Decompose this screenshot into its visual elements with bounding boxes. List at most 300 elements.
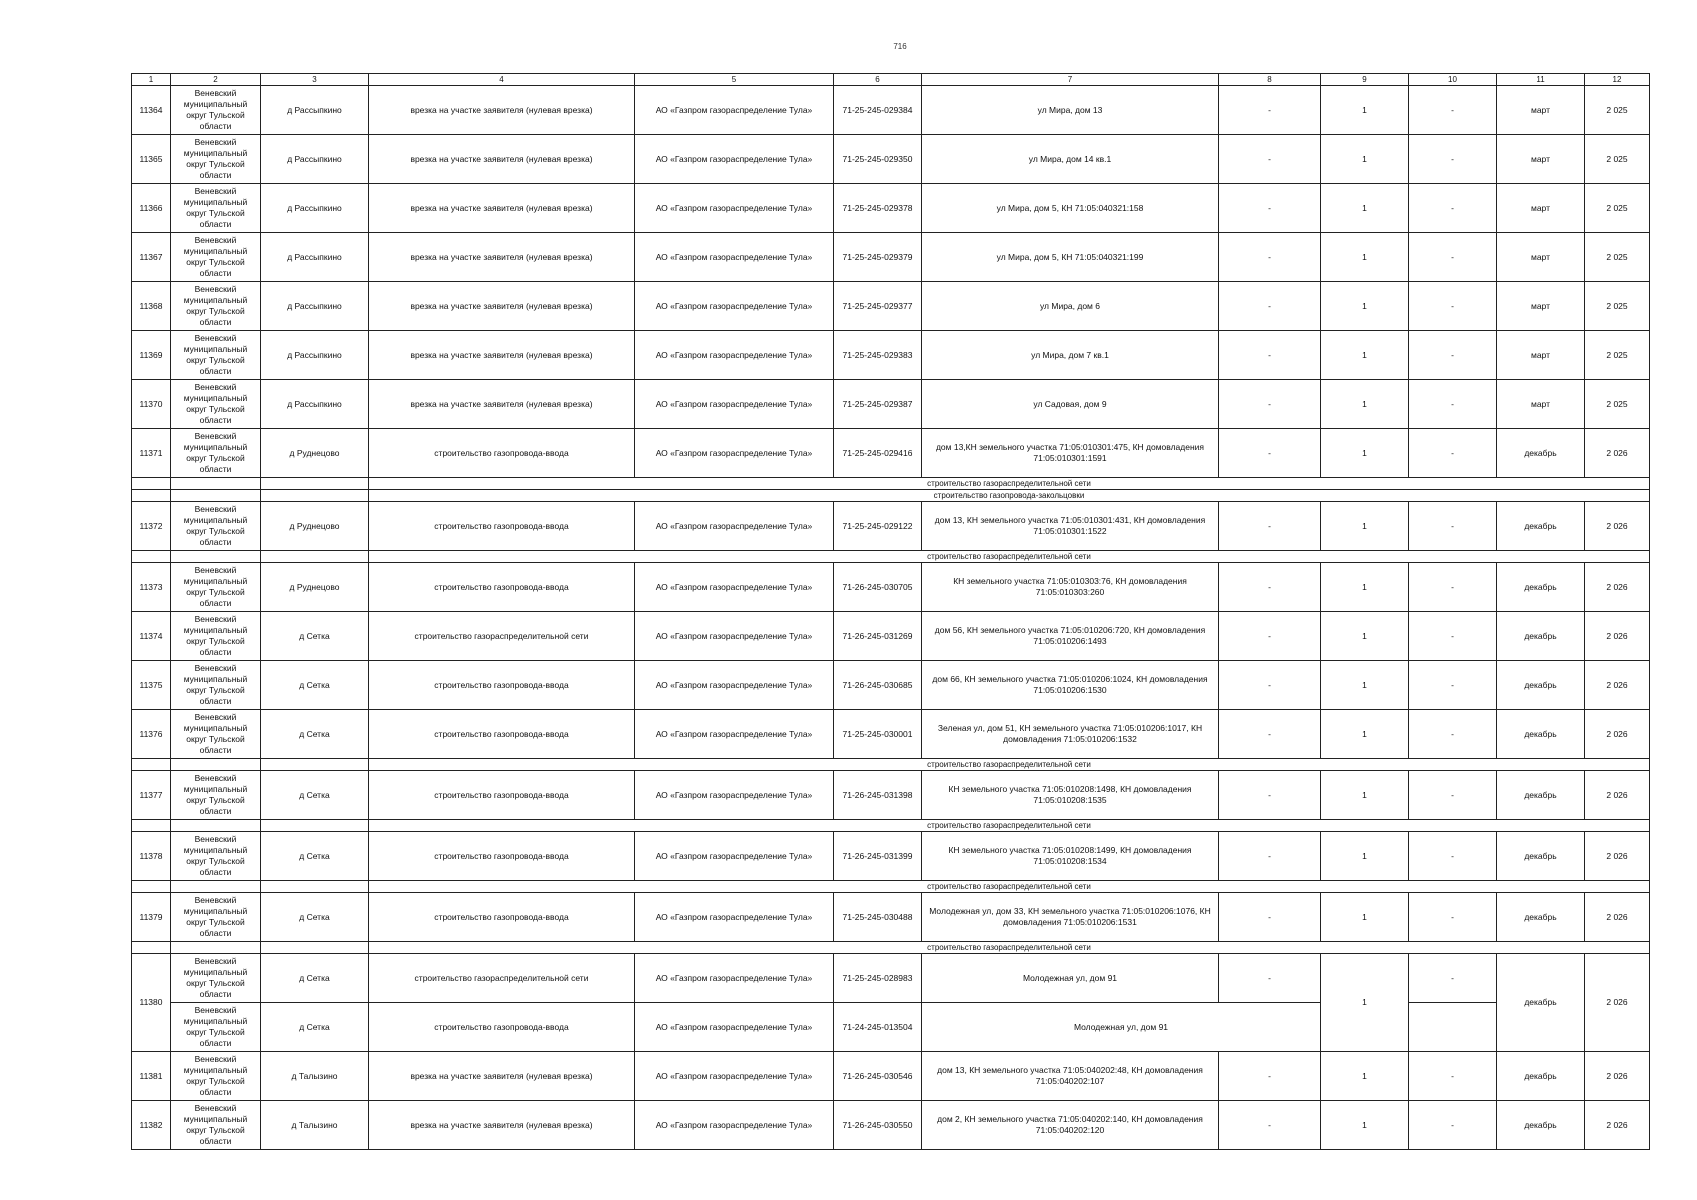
- row-number: 11366: [132, 184, 171, 233]
- address-cell: дом 13, КН земельного участка 71:05:040202:48, КН домовладения 71:05:040202:107: [922, 1052, 1219, 1101]
- region-cell: Веневский муниципальный округ Тульской области: [171, 1052, 261, 1101]
- village-cell: д Сетка: [261, 771, 369, 820]
- col-header: 7: [922, 74, 1219, 86]
- col9-cell: 1: [1321, 661, 1409, 710]
- col-header: 4: [369, 74, 635, 86]
- col8-cell: -: [1219, 233, 1321, 282]
- application-code-cell: 71-25-245-029378: [834, 184, 922, 233]
- section-band-label: строительство газораспределительной сети: [369, 551, 1650, 563]
- col8-cell: -: [1219, 710, 1321, 759]
- page-number: 716: [893, 42, 907, 51]
- section-band-row: [132, 942, 1650, 954]
- table-row: [132, 233, 1650, 282]
- year-cell: 2 025: [1585, 282, 1650, 331]
- address-cell: ул Мира, дом 13: [922, 86, 1219, 135]
- table-row: [132, 1052, 1650, 1101]
- col-header: 9: [1321, 74, 1409, 86]
- year-cell: 2 026: [1585, 502, 1650, 551]
- col10-cell: -: [1409, 954, 1497, 1003]
- col10-cell: -: [1409, 135, 1497, 184]
- work-type-cell: строительство газопровода-ввода: [369, 1003, 635, 1052]
- col9-cell: 1: [1321, 1101, 1409, 1150]
- col9-cell: 1: [1321, 233, 1409, 282]
- address-cell: КН земельного участка 71:05:010208:1499, КН домовладения 71:05:010208:1534: [922, 832, 1219, 881]
- month-cell: март: [1497, 282, 1585, 331]
- village-cell: д Сетка: [261, 661, 369, 710]
- village-cell: д Сетка: [261, 893, 369, 942]
- work-type-cell: строительство газопровода-ввода: [369, 502, 635, 551]
- application-code-cell: 71-26-245-031399: [834, 832, 922, 881]
- row-number: 11365: [132, 135, 171, 184]
- region-cell: Веневский муниципальный округ Тульской области: [171, 1003, 261, 1052]
- col10-cell: -: [1409, 380, 1497, 429]
- row-number: 11372: [132, 502, 171, 551]
- band-empty: [171, 490, 261, 502]
- region-cell: Веневский муниципальный округ Тульской области: [171, 563, 261, 612]
- application-code-cell: 71-25-245-029350: [834, 135, 922, 184]
- section-band-label: строительство газораспределительной сети: [369, 881, 1650, 893]
- year-cell: 2 025: [1585, 331, 1650, 380]
- table-row: [132, 771, 1650, 820]
- address-cell: дом 13, КН земельного участка 71:05:010301:431, КН домовладения 71:05:010301:1522: [922, 502, 1219, 551]
- section-band-label: строительство газораспределительной сети: [369, 820, 1650, 832]
- region-cell: Веневский муниципальный округ Тульской области: [171, 893, 261, 942]
- col9-cell: 1: [1321, 832, 1409, 881]
- col9-cell: 1: [1321, 954, 1409, 1052]
- col10-cell: -: [1409, 612, 1497, 661]
- row-number: 11368: [132, 282, 171, 331]
- col9-cell: 1: [1321, 429, 1409, 478]
- band-empty: [261, 881, 369, 893]
- address-cell: ул Мира, дом 6: [922, 282, 1219, 331]
- band-empty: [261, 551, 369, 563]
- col-header: 11: [1497, 74, 1585, 86]
- region-cell: Веневский муниципальный округ Тульской области: [171, 954, 261, 1003]
- col-header: 1: [132, 74, 171, 86]
- month-cell: декабрь: [1497, 661, 1585, 710]
- col9-cell: 1: [1321, 771, 1409, 820]
- col9-cell: 1: [1321, 1052, 1409, 1101]
- table-row: [132, 380, 1650, 429]
- organization-cell: АО «Газпром газораспределение Тула»: [635, 233, 834, 282]
- row-number: 11377: [132, 771, 171, 820]
- address-cell: Зеленая ул, дом 51, КН земельного участка 71:05:010206:1017, КН домовладения 71:05:010206:1532: [922, 710, 1219, 759]
- col10-cell: -: [1409, 893, 1497, 942]
- band-empty: [261, 820, 369, 832]
- address-cell: ул Садовая, дом 9: [922, 380, 1219, 429]
- address-cell: Молодежная ул, дом 33, КН земельного участка 71:05:010206:1076, КН домовладения 71:05:010206:1531: [922, 893, 1219, 942]
- col9-cell: 1: [1321, 184, 1409, 233]
- village-cell: д Сетка: [261, 954, 369, 1003]
- village-cell: д Сетка: [261, 612, 369, 661]
- col8-cell: -: [1219, 184, 1321, 233]
- section-band-row: [132, 759, 1650, 771]
- section-band-label: строительство газораспределительной сети: [369, 942, 1650, 954]
- organization-cell: АО «Газпром газораспределение Тула»: [635, 771, 834, 820]
- col10-cell: -: [1409, 832, 1497, 881]
- table-row: [132, 954, 1650, 1003]
- work-type-cell: врезка на участке заявителя (нулевая врезка): [369, 331, 635, 380]
- section-band-label: строительство газораспределительной сети: [369, 759, 1650, 771]
- col9-cell: 1: [1321, 893, 1409, 942]
- col9-cell: 1: [1321, 135, 1409, 184]
- application-code-cell: 71-25-245-029383: [834, 331, 922, 380]
- month-cell: март: [1497, 331, 1585, 380]
- address-cell: дом 2, КН земельного участка 71:05:040202:140, КН домовладения 71:05:040202:120: [922, 1101, 1219, 1150]
- row-number: 11369: [132, 331, 171, 380]
- col8-cell: -: [1219, 893, 1321, 942]
- village-cell: д Сетка: [261, 710, 369, 759]
- col8-cell: -: [1219, 282, 1321, 331]
- organization-cell: АО «Газпром газораспределение Тула»: [635, 282, 834, 331]
- region-cell: Веневский муниципальный округ Тульской области: [171, 612, 261, 661]
- col-header: 10: [1409, 74, 1497, 86]
- registry-table: [131, 73, 1650, 1150]
- organization-cell: АО «Газпром газораспределение Тула»: [635, 832, 834, 881]
- year-cell: 2 026: [1585, 710, 1650, 759]
- month-cell: декабрь: [1497, 832, 1585, 881]
- col9-cell: 1: [1321, 86, 1409, 135]
- col10-cell: -: [1409, 502, 1497, 551]
- table-row: [132, 661, 1650, 710]
- village-cell: д Рассыпкино: [261, 233, 369, 282]
- col8-cell: -: [1219, 1052, 1321, 1101]
- organization-cell: АО «Газпром газораспределение Тула»: [635, 1052, 834, 1101]
- year-cell: 2 026: [1585, 429, 1650, 478]
- year-cell: 2 025: [1585, 86, 1650, 135]
- organization-cell: АО «Газпром газораспределение Тула»: [635, 502, 834, 551]
- col9-cell: 1: [1321, 710, 1409, 759]
- row-number: 11378: [132, 832, 171, 881]
- village-cell: д Руднецово: [261, 429, 369, 478]
- col-header: 3: [261, 74, 369, 86]
- region-cell: Веневский муниципальный округ Тульской области: [171, 380, 261, 429]
- col9-cell: 1: [1321, 331, 1409, 380]
- band-empty: [171, 881, 261, 893]
- work-type-cell: строительство газопровода-ввода: [369, 429, 635, 478]
- col10-cell: [1409, 1003, 1497, 1052]
- col8-cell: -: [1219, 1101, 1321, 1150]
- table-row: [132, 612, 1650, 661]
- village-cell: д Руднецово: [261, 563, 369, 612]
- organization-cell: АО «Газпром газораспределение Тула»: [635, 135, 834, 184]
- month-cell: декабрь: [1497, 1101, 1585, 1150]
- application-code-cell: 71-25-245-030488: [834, 893, 922, 942]
- application-code-cell: 71-25-245-030001: [834, 710, 922, 759]
- row-number: 11367: [132, 233, 171, 282]
- col8-cell: -: [1219, 380, 1321, 429]
- col-header: 12: [1585, 74, 1650, 86]
- village-cell: д Рассыпкино: [261, 135, 369, 184]
- col9-cell: 1: [1321, 380, 1409, 429]
- row-number: 11379: [132, 893, 171, 942]
- application-code-cell: 71-26-245-030705: [834, 563, 922, 612]
- work-type-cell: строительство газопровода-ввода: [369, 710, 635, 759]
- village-cell: д Руднецово: [261, 502, 369, 551]
- table-row: [132, 86, 1650, 135]
- table-row: [132, 563, 1650, 612]
- application-code-cell: 71-25-245-029379: [834, 233, 922, 282]
- year-cell: 2 026: [1585, 1101, 1650, 1150]
- address-cell: ул Мира, дом 5, КН 71:05:040321:158: [922, 184, 1219, 233]
- band-empty: [171, 942, 261, 954]
- year-cell: 2 026: [1585, 661, 1650, 710]
- work-type-cell: строительство газопровода-ввода: [369, 893, 635, 942]
- application-code-cell: 71-26-245-030550: [834, 1101, 922, 1150]
- region-cell: Веневский муниципальный округ Тульской области: [171, 184, 261, 233]
- col8-cell: -: [1219, 331, 1321, 380]
- band-empty: [132, 759, 171, 771]
- village-cell: д Сетка: [261, 1003, 369, 1052]
- row-number: 11371: [132, 429, 171, 478]
- year-cell: 2 025: [1585, 135, 1650, 184]
- col10-cell: -: [1409, 771, 1497, 820]
- table-row: [132, 282, 1650, 331]
- row-number: 11380: [132, 954, 171, 1052]
- col9-cell: 1: [1321, 612, 1409, 661]
- year-cell: 2 026: [1585, 832, 1650, 881]
- section-band-label: строительство газораспределительной сети: [369, 478, 1650, 490]
- month-cell: декабрь: [1497, 710, 1585, 759]
- organization-cell: АО «Газпром газораспределение Тула»: [635, 184, 834, 233]
- address-cell: Молодежная ул, дом 91: [922, 954, 1219, 1003]
- col10-cell: -: [1409, 661, 1497, 710]
- col10-cell: -: [1409, 1101, 1497, 1150]
- col10-cell: -: [1409, 710, 1497, 759]
- application-code-cell: 71-25-245-029122: [834, 502, 922, 551]
- application-code-cell: 71-26-245-030546: [834, 1052, 922, 1101]
- work-type-cell: строительство газораспределительной сети: [369, 954, 635, 1003]
- col-header: 5: [635, 74, 834, 86]
- village-cell: д Талызино: [261, 1101, 369, 1150]
- region-cell: Веневский муниципальный округ Тульской области: [171, 661, 261, 710]
- organization-cell: АО «Газпром газораспределение Тула»: [635, 563, 834, 612]
- col8-cell: -: [1219, 954, 1321, 1003]
- month-cell: декабрь: [1497, 954, 1585, 1052]
- band-empty: [261, 942, 369, 954]
- work-type-cell: строительство газопровода-ввода: [369, 771, 635, 820]
- application-code-cell: 71-25-245-029377: [834, 282, 922, 331]
- band-empty: [171, 759, 261, 771]
- year-cell: 2 025: [1585, 233, 1650, 282]
- col10-cell: -: [1409, 563, 1497, 612]
- section-band-row: [132, 881, 1650, 893]
- band-empty: [132, 490, 171, 502]
- month-cell: март: [1497, 184, 1585, 233]
- address-cell: КН земельного участка 71:05:010303:76, КН домовладения 71:05:010303:260: [922, 563, 1219, 612]
- village-cell: д Рассыпкино: [261, 184, 369, 233]
- year-cell: 2 026: [1585, 893, 1650, 942]
- col10-cell: -: [1409, 86, 1497, 135]
- village-cell: д Сетка: [261, 832, 369, 881]
- band-empty: [132, 881, 171, 893]
- organization-cell: АО «Газпром газораспределение Тула»: [635, 612, 834, 661]
- region-cell: Веневский муниципальный округ Тульской области: [171, 710, 261, 759]
- region-cell: Веневский муниципальный округ Тульской области: [171, 233, 261, 282]
- col9-cell: 1: [1321, 502, 1409, 551]
- application-code-cell: 71-26-245-031398: [834, 771, 922, 820]
- table-row: [132, 710, 1650, 759]
- table-row: [132, 1101, 1650, 1150]
- band-empty: [261, 478, 369, 490]
- year-cell: 2 026: [1585, 1052, 1650, 1101]
- year-cell: 2 025: [1585, 380, 1650, 429]
- col9-cell: 1: [1321, 282, 1409, 331]
- month-cell: декабрь: [1497, 563, 1585, 612]
- work-type-cell: врезка на участке заявителя (нулевая врезка): [369, 380, 635, 429]
- organization-cell: АО «Газпром газораспределение Тула»: [635, 710, 834, 759]
- application-code-cell: 71-26-245-030685: [834, 661, 922, 710]
- col10-cell: -: [1409, 1052, 1497, 1101]
- column-number-header: [132, 74, 1650, 86]
- table-row: [132, 135, 1650, 184]
- month-cell: март: [1497, 86, 1585, 135]
- col10-cell: -: [1409, 184, 1497, 233]
- work-type-cell: строительство газопровода-ввода: [369, 832, 635, 881]
- row-number: 11370: [132, 380, 171, 429]
- col10-cell: -: [1409, 331, 1497, 380]
- col8-cell: -: [1219, 429, 1321, 478]
- month-cell: март: [1497, 380, 1585, 429]
- application-code-cell: 71-25-245-029416: [834, 429, 922, 478]
- col8-cell: -: [1219, 661, 1321, 710]
- region-cell: Веневский муниципальный округ Тульской области: [171, 832, 261, 881]
- region-cell: Веневский муниципальный округ Тульской области: [171, 429, 261, 478]
- table-row: [132, 1003, 1650, 1052]
- col-header: 6: [834, 74, 922, 86]
- month-cell: март: [1497, 233, 1585, 282]
- year-cell: 2 026: [1585, 563, 1650, 612]
- table-row: [132, 832, 1650, 881]
- address-cell: КН земельного участка 71:05:010208:1498, КН домовладения 71:05:010208:1535: [922, 771, 1219, 820]
- col8-cell: -: [1219, 135, 1321, 184]
- address-cell: дом 13,КН земельного участка 71:05:010301:475, КН домовладения 71:05:010301:1591: [922, 429, 1219, 478]
- row-number: 11376: [132, 710, 171, 759]
- month-cell: декабрь: [1497, 502, 1585, 551]
- month-cell: декабрь: [1497, 771, 1585, 820]
- region-cell: Веневский муниципальный округ Тульской области: [171, 331, 261, 380]
- work-type-cell: врезка на участке заявителя (нулевая врезка): [369, 233, 635, 282]
- address-cell: дом 56, КН земельного участка 71:05:010206:720, КН домовладения 71:05:010206:1493: [922, 612, 1219, 661]
- application-code-cell: 71-24-245-013504: [834, 1003, 922, 1052]
- band-empty: [171, 820, 261, 832]
- work-type-cell: строительство газопровода-ввода: [369, 661, 635, 710]
- work-type-cell: врезка на участке заявителя (нулевая врезка): [369, 86, 635, 135]
- organization-cell: АО «Газпром газораспределение Тула»: [635, 331, 834, 380]
- row-number: 11374: [132, 612, 171, 661]
- village-cell: д Рассыпкино: [261, 380, 369, 429]
- table-row: [132, 502, 1650, 551]
- table-row: [132, 184, 1650, 233]
- year-cell: 2 026: [1585, 612, 1650, 661]
- address-cell: ул Мира, дом 14 кв.1: [922, 135, 1219, 184]
- organization-cell: АО «Газпром газораспределение Тула»: [635, 86, 834, 135]
- band-empty: [132, 551, 171, 563]
- organization-cell: АО «Газпром газораспределение Тула»: [635, 1003, 834, 1052]
- address-cell: Молодежная ул, дом 91: [922, 1003, 1321, 1052]
- organization-cell: АО «Газпром газораспределение Тула»: [635, 380, 834, 429]
- village-cell: д Рассыпкино: [261, 331, 369, 380]
- year-cell: 2 026: [1585, 771, 1650, 820]
- col8-cell: -: [1219, 502, 1321, 551]
- row-number: 11381: [132, 1052, 171, 1101]
- section-band-row: [132, 820, 1650, 832]
- work-type-cell: строительство газораспределительной сети: [369, 612, 635, 661]
- organization-cell: АО «Газпром газораспределение Тула»: [635, 954, 834, 1003]
- work-type-cell: врезка на участке заявителя (нулевая врезка): [369, 184, 635, 233]
- col8-cell: -: [1219, 832, 1321, 881]
- organization-cell: АО «Газпром газораспределение Тула»: [635, 661, 834, 710]
- col10-cell: -: [1409, 282, 1497, 331]
- col10-cell: -: [1409, 233, 1497, 282]
- section-band-row: [132, 478, 1650, 490]
- band-empty: [132, 478, 171, 490]
- year-cell: 2 026: [1585, 954, 1650, 1052]
- organization-cell: АО «Газпром газораспределение Тула»: [635, 893, 834, 942]
- address-cell: ул Мира, дом 7 кв.1: [922, 331, 1219, 380]
- table-body: [132, 74, 1650, 1150]
- section-band-row: [132, 490, 1650, 502]
- region-cell: Веневский муниципальный округ Тульской области: [171, 1101, 261, 1150]
- band-empty: [171, 551, 261, 563]
- region-cell: Веневский муниципальный округ Тульской области: [171, 771, 261, 820]
- band-empty: [132, 942, 171, 954]
- village-cell: д Талызино: [261, 1052, 369, 1101]
- region-cell: Веневский муниципальный округ Тульской области: [171, 86, 261, 135]
- col8-cell: -: [1219, 612, 1321, 661]
- col9-cell: 1: [1321, 563, 1409, 612]
- work-type-cell: врезка на участке заявителя (нулевая врезка): [369, 135, 635, 184]
- section-band-label: строительство газопровода-закольцовки: [369, 490, 1650, 502]
- month-cell: декабрь: [1497, 893, 1585, 942]
- col8-cell: -: [1219, 771, 1321, 820]
- row-number: 11375: [132, 661, 171, 710]
- row-number: 11373: [132, 563, 171, 612]
- village-cell: д Рассыпкино: [261, 86, 369, 135]
- month-cell: декабрь: [1497, 1052, 1585, 1101]
- band-empty: [171, 478, 261, 490]
- application-code-cell: 71-25-245-029384: [834, 86, 922, 135]
- work-type-cell: врезка на участке заявителя (нулевая врезка): [369, 1101, 635, 1150]
- month-cell: декабрь: [1497, 612, 1585, 661]
- row-number: 11382: [132, 1101, 171, 1150]
- month-cell: март: [1497, 135, 1585, 184]
- band-empty: [261, 759, 369, 771]
- address-cell: ул Мира, дом 5, КН 71:05:040321:199: [922, 233, 1219, 282]
- year-cell: 2 025: [1585, 184, 1650, 233]
- work-type-cell: строительство газопровода-ввода: [369, 563, 635, 612]
- section-band-row: [132, 551, 1650, 563]
- application-code-cell: 71-25-245-028983: [834, 954, 922, 1003]
- col-header: 8: [1219, 74, 1321, 86]
- table-row: [132, 429, 1650, 478]
- organization-cell: АО «Газпром газораспределение Тула»: [635, 429, 834, 478]
- village-cell: д Рассыпкино: [261, 282, 369, 331]
- col-header: 2: [171, 74, 261, 86]
- band-empty: [132, 820, 171, 832]
- table-row: [132, 331, 1650, 380]
- application-code-cell: 71-26-245-031269: [834, 612, 922, 661]
- region-cell: Веневский муниципальный округ Тульской области: [171, 502, 261, 551]
- band-empty: [261, 490, 369, 502]
- table-row: [132, 893, 1650, 942]
- col8-cell: -: [1219, 86, 1321, 135]
- col10-cell: -: [1409, 429, 1497, 478]
- application-code-cell: 71-25-245-029387: [834, 380, 922, 429]
- region-cell: Веневский муниципальный округ Тульской области: [171, 135, 261, 184]
- row-number: 11364: [132, 86, 171, 135]
- col8-cell: -: [1219, 563, 1321, 612]
